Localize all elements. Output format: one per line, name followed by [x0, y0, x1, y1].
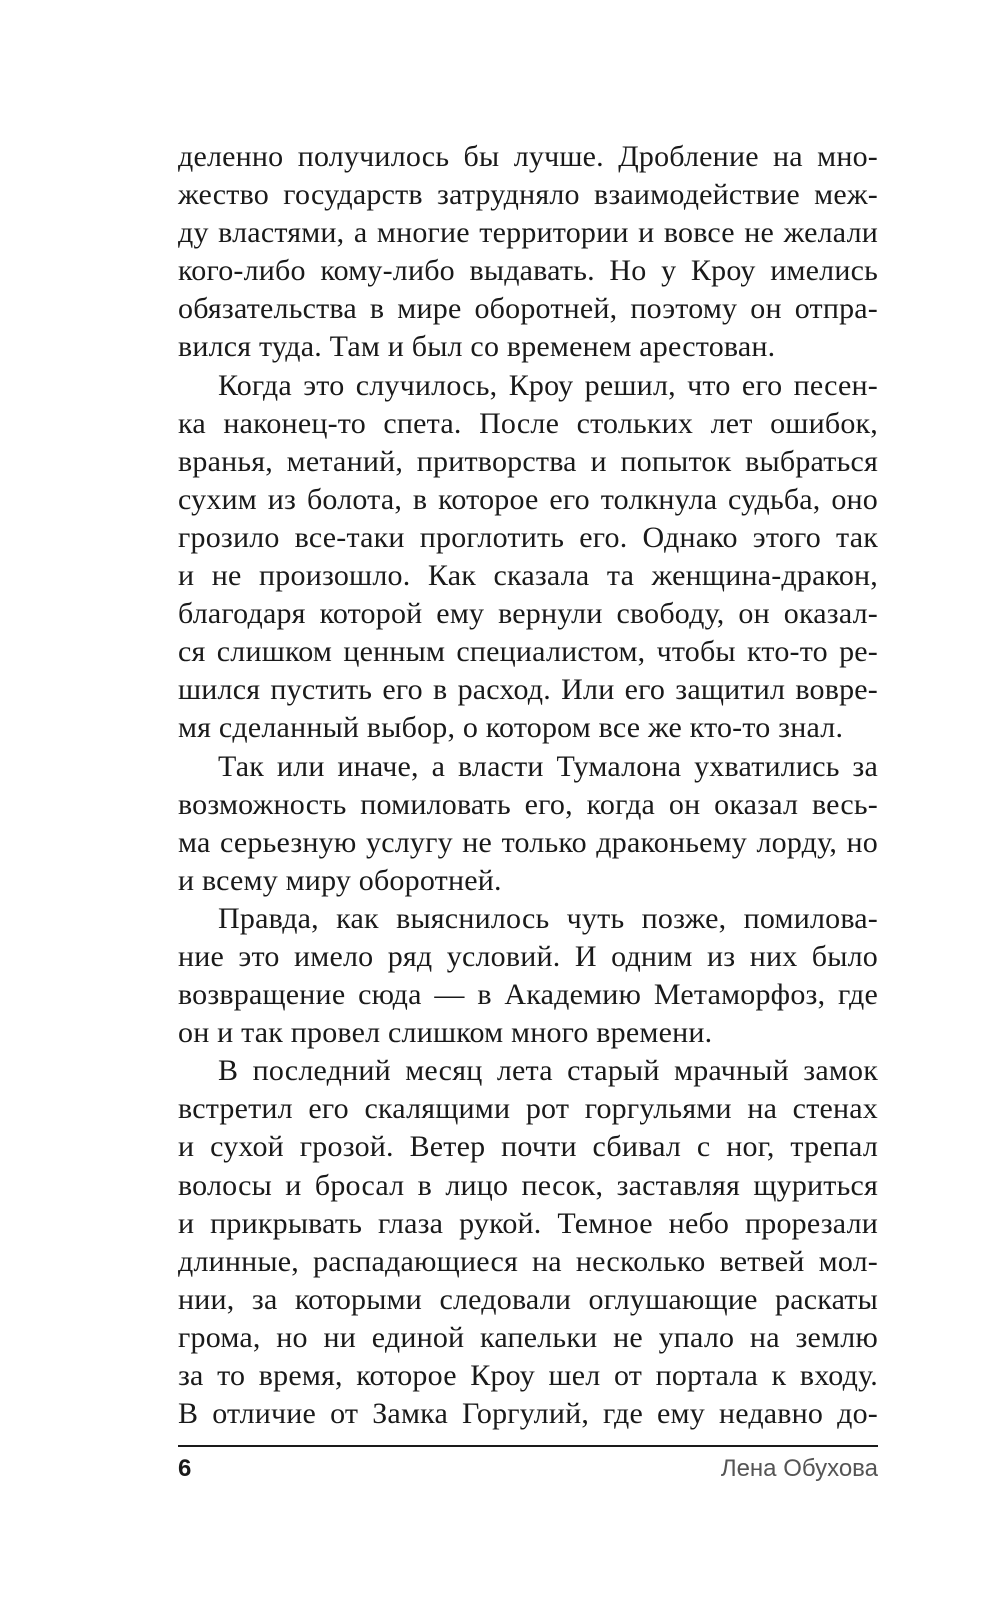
- text-line: деленно получилось бы лучше. Дробление на мно-: [178, 140, 878, 173]
- text-line: кого-либо кому-либо выдавать. Но у Кроу имелись: [178, 254, 878, 288]
- text-line: за то время, которое Кроу шел от портала к входу.: [178, 1359, 878, 1392]
- text-line: ду властями, а многие территории и вовсе не желали: [178, 216, 878, 250]
- text-line: грозило все-таки проглотить его. Однако этого так: [178, 520, 878, 554]
- text-line: благодаря которой ему вернули свободу, он оказал-: [178, 597, 878, 631]
- text-line: вранья, метаний, притворства и попыток выбраться: [178, 444, 878, 478]
- text-line: Правда, как выяснилось чуть позже, помилова-: [218, 901, 878, 935]
- text-line: ся слишком ценным специалистом, чтобы кто-то ре-: [178, 635, 878, 669]
- text-line: вился туда. Там и был со временем арестован.: [178, 330, 776, 364]
- footer-rule: [178, 1445, 878, 1447]
- text-line: В отличие от Замка Горгулий, где ему недавно до-: [178, 1397, 878, 1431]
- text-line: и прикрывать глаза рукой. Темное небо прорезали: [178, 1206, 878, 1240]
- text-line: грома, но ни единой капельки не упало на землю: [178, 1320, 878, 1354]
- text-line: ние это имело ряд условий. И одним из них было: [178, 939, 878, 973]
- text-line: возвращение сюда — в Академию Метаморфоз, где: [178, 978, 878, 1012]
- text-line: длинные, распадающиеся на несколько ветвей мол-: [178, 1244, 878, 1278]
- text-line: жество государств затрудняло взаимодействие меж-: [178, 178, 878, 212]
- text-line: волосы и бросал в лицо песок, заставляя щуриться: [178, 1168, 878, 1202]
- text-line: ма серьезную услугу не только драконьему лорду, но: [178, 825, 878, 859]
- text-line: ка наконец-то спета. После стольких лет ошибок,: [178, 406, 878, 440]
- page-number: 6: [178, 1455, 192, 1482]
- page-body: [178, 138, 878, 1433]
- text-line: и сухой грозой. Ветер почти сбивал с ног, трепал: [178, 1130, 878, 1164]
- text-line: возможность помиловать его, когда он оказал весь-: [178, 787, 878, 821]
- text-line: он и так провел слишком много времени.: [178, 1016, 713, 1050]
- text-line: нии, за которыми следовали оглушающие раскаты: [178, 1282, 878, 1316]
- text-line: В последний месяц лета старый мрачный замок: [218, 1054, 878, 1088]
- text-line: шился пустить его в расход. Или его защитил вовре-: [178, 673, 878, 707]
- running-head-author: Лена Обухова: [720, 1455, 878, 1482]
- text-line: Когда это случилось, Кроу решил, что его песен-: [218, 368, 878, 402]
- text-line: Так или иначе, а власти Тумалона ухватились за: [218, 749, 878, 783]
- text-line: обязательства в мире оборотней, поэтому он отпра-: [178, 292, 878, 326]
- text-line: и не произошло. Как сказала та женщина-дракон,: [178, 559, 878, 593]
- text-line: мя сделанный выбор, о котором все же кто-то знал.: [178, 711, 844, 745]
- text-line: и всему миру оборотней.: [178, 863, 502, 897]
- text-line: встретил его скалящими рот горгульями на стенах: [178, 1092, 878, 1126]
- text-line: сухим из болота, в которое его толкнула судьба, оно: [178, 482, 878, 516]
